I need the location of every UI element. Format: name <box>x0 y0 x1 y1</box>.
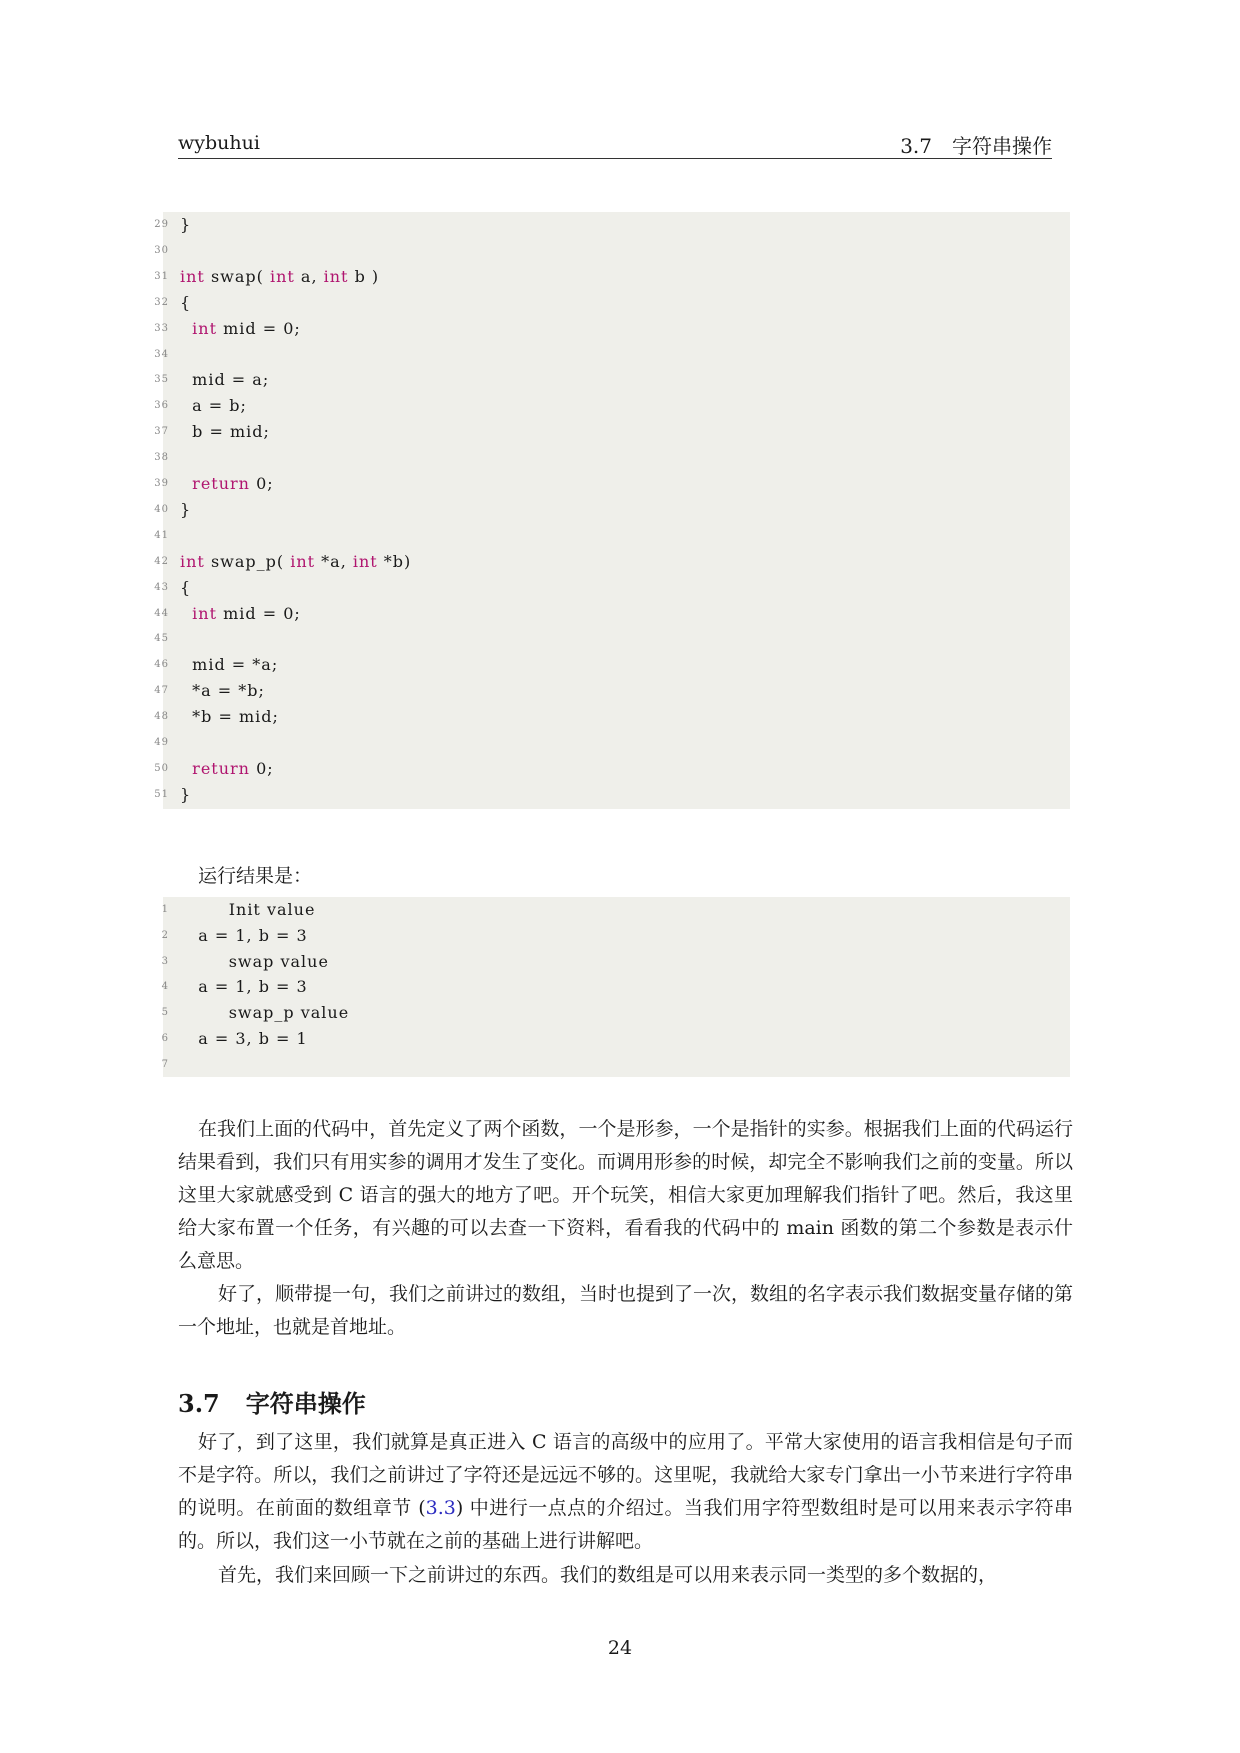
code-token: mid = *a; <box>180 655 279 675</box>
code-token: } <box>180 499 192 519</box>
code-text <box>180 367 269 393</box>
header-author: wybuhui <box>178 132 260 154</box>
p3-text-before: 好了，到了这里，我们就算是真正进入 C 语言的高级中的应用了。平常大家使用的语言我相信是句子而不是字符。所以，我们之前讲过了字符还是远远不够的。这里呢，我就给大家专门拿出一小节来进行字符串的说明。在前面的数组章节 ( <box>178 1431 1073 1519</box>
result-label: 运行结果是： <box>198 865 313 887</box>
code-token: a = 3, b = 1 <box>180 1029 308 1048</box>
code-text <box>180 393 247 419</box>
paragraph-review: 首先，我们来回顾一下之前讲过的东西。我们的数组是可以用来表示同一类型的多个数据的， <box>218 1564 998 1586</box>
code-keyword: return <box>192 758 250 778</box>
code-text <box>180 897 315 923</box>
paragraph-explanation: 在我们上面的代码中，首先定义了两个函数，一个是形参，一个是指针的实参。根据我们上面的代码运行结果看到，我们只有用实参的调用才发生了变化。而调用形参的时候，却完全不影响我们之前的变量。所以这里大家就感受到 C 语言的强大的地方了吧。开个玩笑，相信大家更加理解我们指针了吧。然后，我这里给大家布置一个任务，有兴趣的可以去查一下资料，看看我的代码中的 main 函数的第二个参数是表示什么意思。 <box>178 1118 1073 1272</box>
line-number: 29 <box>154 219 169 230</box>
code-text <box>180 782 191 808</box>
line-number: 45 <box>154 633 169 645</box>
code-text <box>180 290 191 316</box>
code-block-functions <box>154 212 1070 809</box>
code-token: mid = 0; <box>217 603 301 623</box>
code-text <box>180 1026 308 1052</box>
line-number: 46 <box>154 659 169 671</box>
line-number: 38 <box>154 452 169 464</box>
code-text <box>180 756 274 782</box>
code-token: swap value <box>180 951 329 971</box>
code-keyword: int <box>352 551 378 571</box>
code-token: } <box>180 215 192 234</box>
code-text <box>180 601 301 627</box>
line-number: 42 <box>154 555 169 567</box>
code-token <box>180 759 192 778</box>
code-text <box>180 652 278 678</box>
code-token: swap_p value <box>180 1003 350 1023</box>
line-number: 2 <box>161 929 169 941</box>
section-ref-link[interactable]: 3.3 <box>425 1497 456 1519</box>
code-keyword: int <box>192 603 218 623</box>
line-number: 39 <box>154 478 169 489</box>
code-token: *a = *b; <box>180 681 265 701</box>
code-text <box>180 419 270 445</box>
line-number: 51 <box>154 788 169 800</box>
code-block-output <box>163 897 1070 1077</box>
code-token: mid = 0; <box>217 318 301 338</box>
code-text <box>180 923 308 949</box>
paragraph-string-intro <box>178 1426 1073 1558</box>
line-number: 35 <box>154 374 169 386</box>
p3-text-after: ) 中进行一点点的介绍过。当我们用字符型数组时是可以用来表示字符串的。所以，我们这一小节就在之前的基础上进行讲解吧。 <box>178 1497 1073 1552</box>
line-number: 44 <box>154 607 169 619</box>
code-keyword: return <box>192 474 250 493</box>
paragraph-array-note: 好了，顺带提一句，我们之前讲过的数组，当时也提到了一次，数组的名字表示我们数据变量存储的第一个地址，也就是首地址。 <box>178 1283 1074 1338</box>
code-text <box>180 974 308 1000</box>
code-token: a = 1, b = 3 <box>180 925 308 945</box>
code-token: *a, <box>315 551 353 571</box>
header-section: 3.7 字符串操作 <box>900 134 1052 158</box>
line-number: 47 <box>154 685 169 697</box>
code-text <box>180 575 191 601</box>
line-number: 7 <box>161 1058 169 1070</box>
line-number: 30 <box>154 244 169 256</box>
code-keyword: int <box>180 266 205 286</box>
code-text <box>180 471 274 497</box>
code-text <box>180 549 411 575</box>
code-token: a = 1, b = 3 <box>180 977 308 997</box>
code-token: *b = mid; <box>180 707 279 727</box>
code-token <box>180 319 192 338</box>
line-number: 43 <box>154 581 169 593</box>
code-token: { <box>180 292 192 312</box>
page-header <box>178 132 1052 159</box>
line-number: 48 <box>154 711 169 723</box>
line-number: 6 <box>161 1033 169 1044</box>
line-number: 33 <box>154 322 169 334</box>
code-text <box>180 704 279 730</box>
line-number: 1 <box>161 904 169 915</box>
code-text <box>180 949 329 975</box>
line-number: 31 <box>154 270 169 282</box>
line-number: 50 <box>154 762 169 774</box>
code-token: swap_p( <box>204 551 291 571</box>
section-number: 3.7 <box>178 1389 220 1418</box>
page-number: 24 <box>607 1637 633 1659</box>
code-token: mid = a; <box>180 370 270 390</box>
code-keyword: int <box>269 266 295 286</box>
code-token: 0; <box>249 474 274 493</box>
code-text <box>180 497 191 523</box>
code-token: a = b; <box>180 396 247 416</box>
line-number: 34 <box>154 348 169 360</box>
code-keyword: int <box>323 266 349 286</box>
code-token: { <box>180 577 192 597</box>
code-text <box>180 264 379 290</box>
section-title: 字符串操作 <box>245 1389 366 1418</box>
line-number: 36 <box>154 400 169 412</box>
code-token: 0; <box>249 758 274 778</box>
code-text <box>180 212 191 238</box>
code-token: Init value <box>180 900 316 919</box>
line-number: 40 <box>154 503 169 515</box>
code-keyword: int <box>192 318 218 338</box>
line-number: 5 <box>161 1007 169 1019</box>
code-token: *b) <box>377 551 412 571</box>
code-text <box>180 1000 349 1026</box>
code-text <box>180 316 301 342</box>
code-token <box>180 474 192 493</box>
code-token: b ) <box>348 266 380 286</box>
line-number: 41 <box>154 529 169 541</box>
line-number: 32 <box>154 296 169 308</box>
section-heading <box>178 1384 366 1419</box>
line-number: 37 <box>154 426 169 438</box>
code-token: a, <box>294 266 324 286</box>
code-token <box>180 604 192 623</box>
line-number: 3 <box>161 955 169 967</box>
code-keyword: int <box>180 551 205 571</box>
code-token: } <box>180 784 192 804</box>
line-number: 49 <box>154 737 169 748</box>
line-number: 4 <box>161 981 169 993</box>
code-token: swap( <box>204 266 270 286</box>
code-text <box>180 678 265 704</box>
code-keyword: int <box>290 551 316 571</box>
code-token: b = mid; <box>180 422 270 442</box>
